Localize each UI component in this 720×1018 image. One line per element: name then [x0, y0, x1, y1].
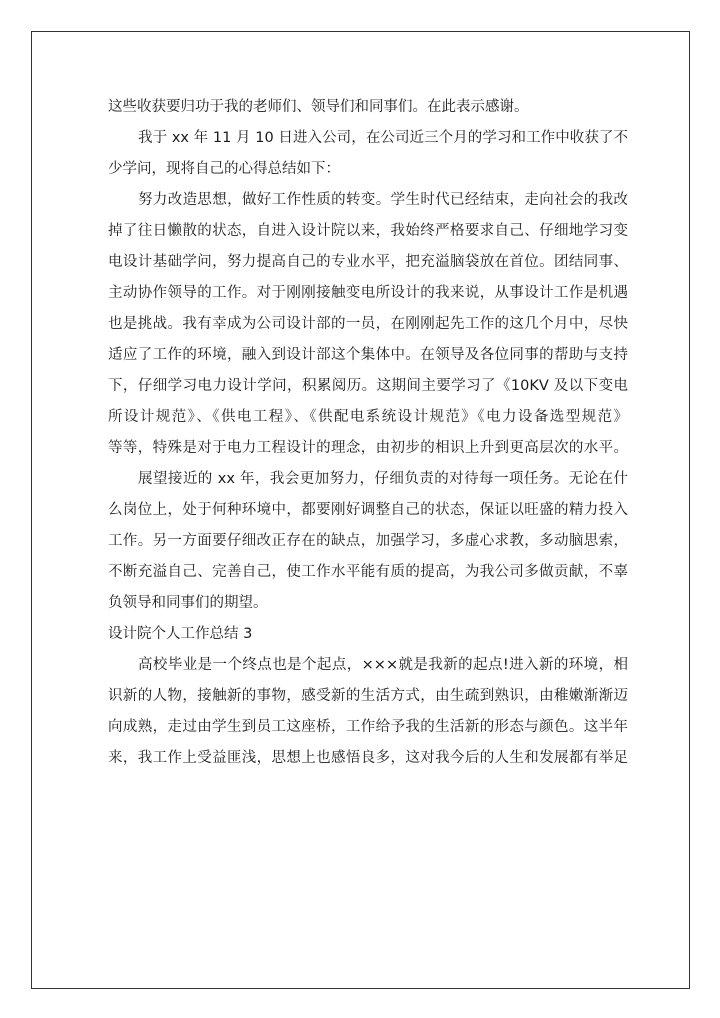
text-line: 这些收获要归功于我的老师们、领导们和同事们。在此表示感谢。 [108, 99, 529, 115]
text-line: 下，仔细学习电力设计学问，积累阅历。这期间主要学习了《10KV 及以下变电 [108, 378, 628, 394]
text-line: 不断充溢自己、完善自己，使工作水平能有质的提高，为我公司多做贡献，不辜 [108, 564, 628, 580]
text-line: 等等，特殊是对于电力工程设计的理念，由初步的相识上升到更高层次的水平。 [108, 440, 628, 456]
text-line: 负领导和同事们的期望。 [108, 595, 268, 611]
text-line: 来，我工作上受益匪浅，思想上也感悟良多，这对我今后的人生和发展都有举足 [108, 750, 628, 766]
text-line: 适应了工作的环境，融入到设计部这个集体中。在领导及各位同事的帮助与支持 [108, 347, 628, 363]
text-line: 电设计基础学问，努力提高自己的专业水平，把充溢脑袋放在首位。团结同事、 [108, 254, 628, 270]
text-line: 也是挑战。我有幸成为公司设计部的一员，在刚刚起先工作的这几个月中，尽快 [108, 316, 628, 332]
text-line: 少学问，现将自己的心得总结如下： [108, 161, 340, 177]
text-line: 我于 xx 年 11 月 10 日进入公司，在公司近三个月的学习和工作中收获了不 [138, 130, 628, 146]
text-line: 高校毕业是一个终点也是个起点，×××就是我新的起点!进入新的环境，相 [138, 657, 628, 673]
text-line: 识新的人物，接触新的事物，感受新的生活方式，由生疏到熟识，由稚嫩渐渐迈 [108, 688, 628, 704]
text-line: 努力改造思想，做好工作性质的转变。学生时代已经结束，走向社会的我改 [138, 192, 628, 208]
text-line: 么岗位上，处于何种环境中，都要刚好调整自己的状态，保证以旺盛的精力投入 [108, 502, 628, 518]
text-line: 所设计规范》、《供电工程》、《供配电系统设计规范》《电力设备选型规范》 [108, 409, 628, 425]
text-line: 展望接近的 xx 年，我会更加努力，仔细负责的对待每一项任务。无论在什 [138, 471, 628, 487]
text-line: 设计院个人工作总结 3 [108, 626, 253, 642]
text-line: 工作。另一方面要仔细改正存在的缺点，加强学习，多虚心求教，多动脑思索， [108, 533, 628, 549]
document-body [108, 92, 628, 774]
text-line: 掉了往日懒散的状态，自进入设计院以来，我始终严格要求自己、仔细地学习变 [108, 223, 628, 239]
text-line: 主动协作领导的工作。对于刚刚接触变电所设计的我来说，从事设计工作是机遇 [108, 285, 628, 301]
text-line: 向成熟，走过由学生到员工这座桥，工作给予我的生活新的形态与颜色。这半年 [108, 719, 628, 735]
